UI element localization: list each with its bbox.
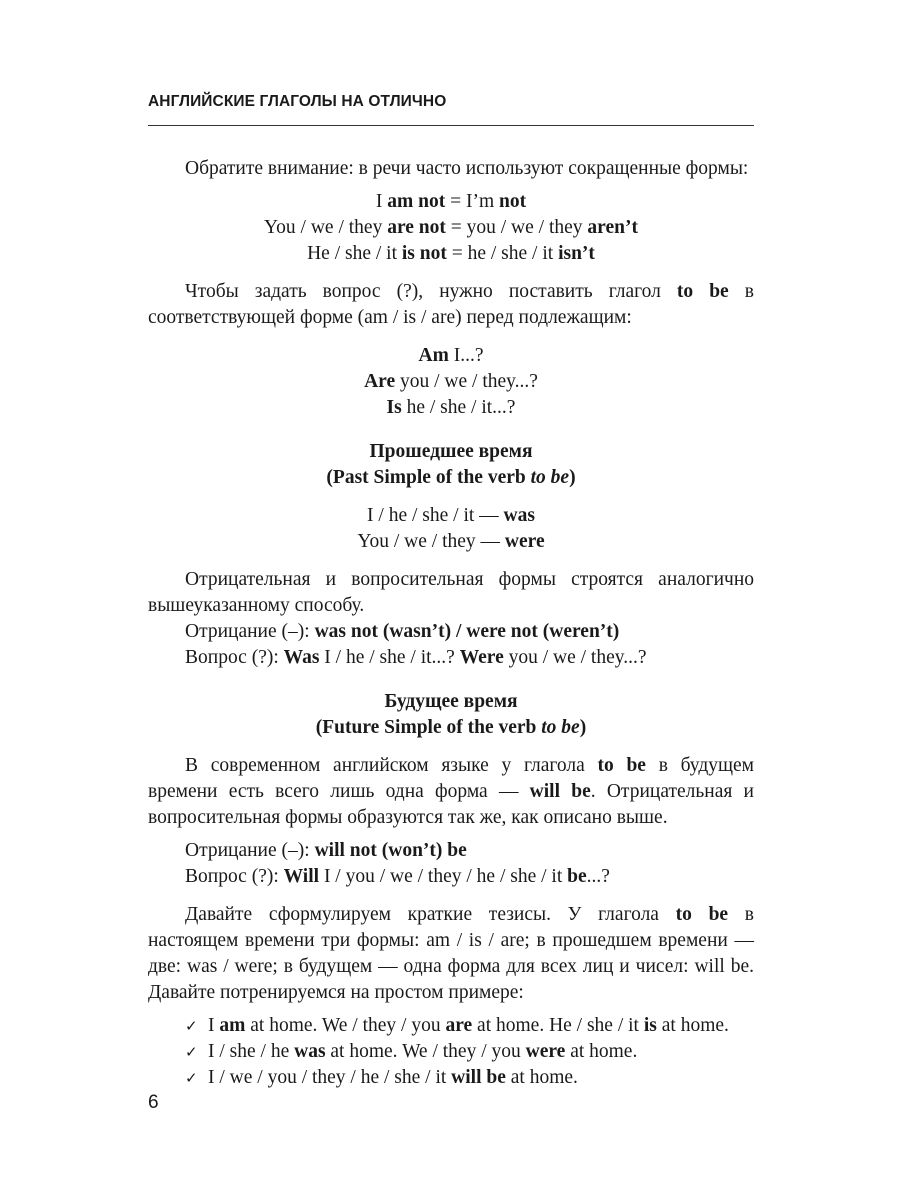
past-tense-heading: Прошедшее время (Past Simple of the verb to be) bbox=[326, 441, 576, 488]
past-forms-block bbox=[148, 503, 754, 555]
contraction-line: I am not = I’m not bbox=[375, 191, 527, 212]
future-tense-heading: Будущее время (Future Simple of the verb to be) bbox=[315, 691, 587, 738]
header-divider bbox=[148, 125, 754, 126]
example-checklist bbox=[148, 1013, 754, 1091]
list-item: ✓ I / she / he was at home. We / they / you were at home. bbox=[185, 1039, 754, 1065]
contractions-block bbox=[148, 189, 754, 267]
checkmark-icon: ✓ bbox=[185, 1043, 198, 1061]
checkmark-icon: ✓ bbox=[185, 1017, 198, 1035]
future-negation: Отрицание (–): will not (won’t) be bbox=[185, 840, 467, 861]
list-item: ✓ I / we / you / they / he / she / it will be at home. bbox=[185, 1065, 754, 1091]
past-form-line: I / he / she / it — was bbox=[367, 505, 535, 526]
page-body bbox=[148, 156, 754, 1091]
future-question: Вопрос (?): Will I / you / we / they / he / she / it be...? bbox=[185, 866, 610, 887]
present-questions-block bbox=[148, 343, 754, 421]
past-form-line: You / we / they — were bbox=[357, 531, 545, 552]
running-header: АНГЛИЙСКИЕ ГЛАГОЛЫ НА ОТЛИЧНО bbox=[148, 93, 447, 110]
contractions-note: Обратите внимание: в речи часто используют сокращенные формы: bbox=[185, 158, 749, 179]
future-intro: В современном английском языке у глагола to be в будущем времени есть всего лишь одна форма — will be. Отрицательная и вопросительная формы образуются так же, как описано выше. bbox=[148, 755, 755, 828]
past-negation: Отрицание (–): was not (wasn’t) / were not (weren’t) bbox=[185, 621, 620, 642]
list-item: ✓ I am at home. We / they / you are at home. He / she / it is at home. bbox=[185, 1013, 754, 1039]
question-form: Are you / we / they...? bbox=[364, 371, 538, 392]
past-question: Вопрос (?): Was I / he / she / it...? Were you / we / they...? bbox=[185, 647, 647, 668]
question-form: Am I...? bbox=[418, 345, 484, 366]
past-analog-note: Отрицательная и вопросительная формы строятся аналогично вышеуказанному способу. bbox=[148, 569, 754, 616]
contraction-line: He / she / it is not = he / she / it isn’t bbox=[307, 243, 595, 264]
contraction-line: You / we / they are not = you / we / they aren’t bbox=[264, 217, 638, 238]
summary-paragraph: Давайте сформулируем краткие тезисы. У глагола to be в настоящем времени три формы: am / is / are; в прошедшем времени — две: was / were; в будущем — одна форма для всех лиц и чисел: will be. Давайте потренируемся на простом примере: bbox=[148, 904, 754, 1003]
page-number: 6 bbox=[148, 1092, 159, 1113]
question-instruction: Чтобы задать вопрос (?), нужно поставить глагол to be в соответствующей форме (am / is / are) перед подлежащим: bbox=[148, 281, 754, 328]
checkmark-icon: ✓ bbox=[185, 1069, 198, 1087]
question-form: Is he / she / it...? bbox=[386, 397, 516, 418]
